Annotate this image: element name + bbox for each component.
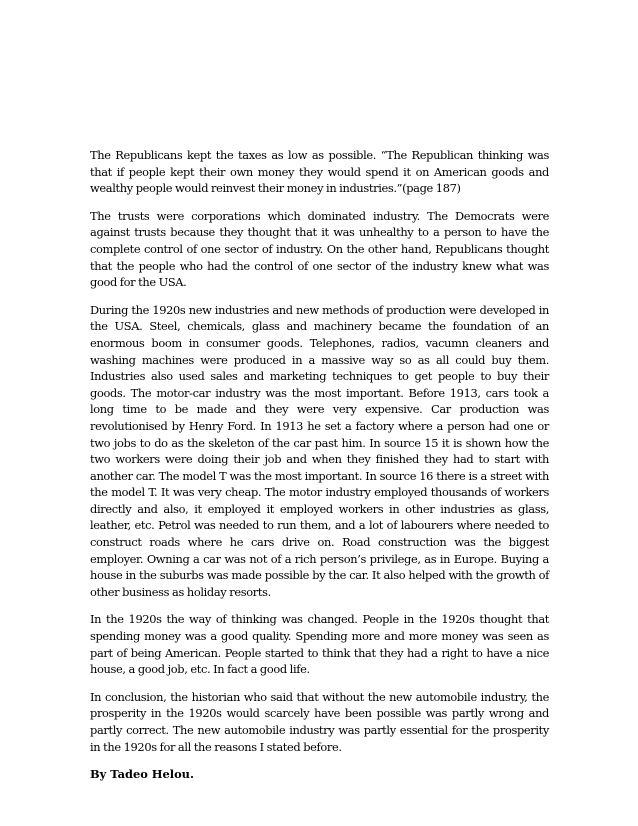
- paragraph-republican-taxes: The Republicans kept the taxes as low as possible. “The Republican thinking was that if people kept their own money they would spend it on American goods and wealthy people would reinvest their money in industries.”(page 187): [90, 148, 549, 196]
- author-signature: By Tadeo Helou.: [90, 767, 194, 782]
- document-page: [90, 147, 549, 794]
- paragraph-way-of-thinking: In the 1920s the way of thinking was changed. People in the 1920s thought that spending money was a good quality. Spending more and more money was seen as part of being American. People started to think that they had a right to have a nice house, a good job, etc. In fact a good life.: [90, 612, 549, 677]
- paragraph-trusts: The trusts were corporations which dominated industry. The Democrats were against trusts because they thought that it was unhealthy to a person to have the complete control of one sector of industry. On the other hand, Republicans thought that the people who had the control of one sector of the industry knew what was good for the USA.: [90, 208, 549, 290]
- paragraph-new-industries: During the 1920s new industries and new methods of production were developed in the USA. Steel, chemicals, glass and machinery became the foundation of an enormous boom in consumer goods. Telephones, radios, vacumn cleaners and washing machines were produced in a massive way so as all could buy them. Industries also used sales and marketing techniques to get people to buy their goods. The motor-car industry was the most important. Before 1913, cars took a long time to be made and they were very expensive. Car production was revolutionised by Henry Ford. In 1913 he set a factory where a person had one or two jobs to do as the skeleton of the car past him. In source 15 it is shown how the two workers were doing their job and when they finished they had to start with another car. The model T was the most important. In source 16 there is a street with the model T. It was very cheap. The motor industry employed thousands of workers directly and also, it employed it employed workers in other industries as glass, leather, etc. Petrol was needed to run them, and a lot of labourers where needed to construct roads where he cars drive on. Road construction was the biggest employer. Owning a car was not of a rich person’s privilege, as in Europe. Buying a house in the suburbs was made possible by the car. It also helped with the growth of other business as holiday resorts.: [90, 302, 549, 599]
- paragraph-conclusion: In conclusion, the historian who said that without the new automobile industry, the prosperity in the 1920s would scarcely have been possible was partly wrong and partly correct. The new automobile industry was partly essential for the prosperity in the 1920s for all the reasons I stated before.: [90, 689, 549, 754]
